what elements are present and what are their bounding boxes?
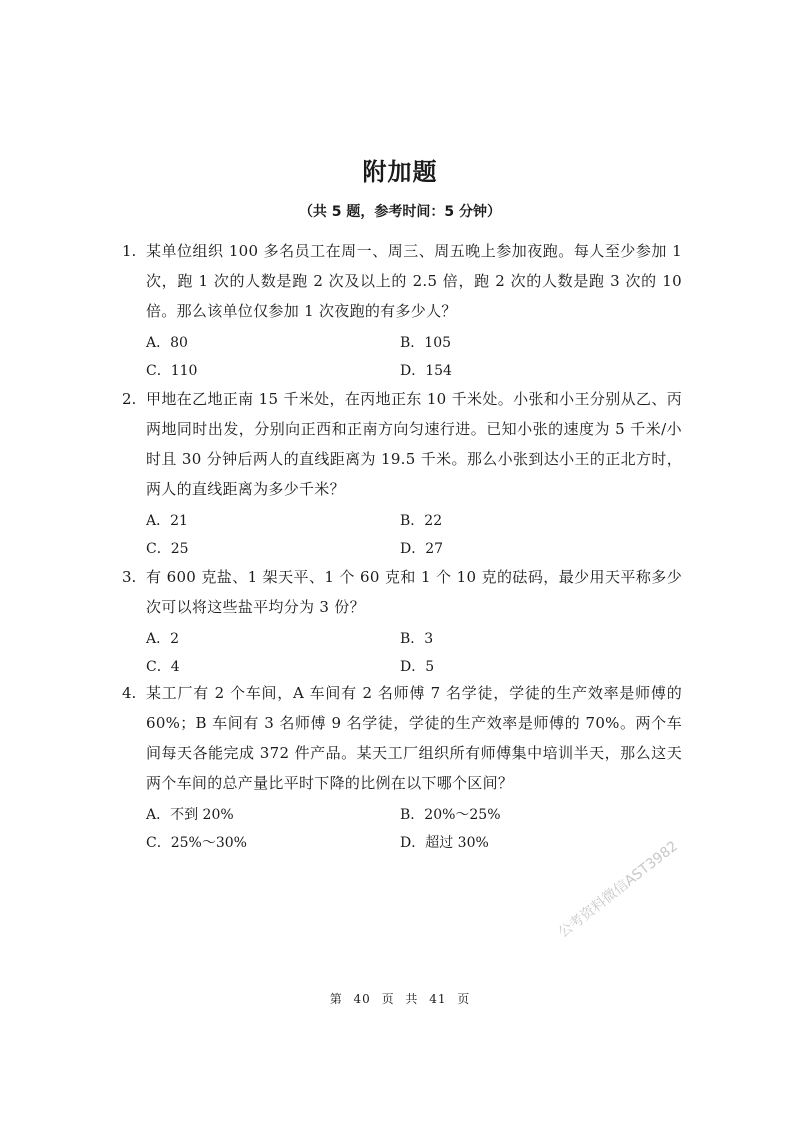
question-number: 4. [122,684,137,702]
option-c: C．110 [146,363,198,379]
option-b: B．22 [400,513,443,529]
answer-options [146,798,682,856]
question-3 [122,562,682,680]
question-4 [122,678,682,856]
answer-options [146,504,682,562]
question-number: 3. [122,568,137,586]
question-text: 有 600 克盐、1 架天平、1 个 60 克和 1 个 10 克的砝码，最少用天平称多少次可以将这些盐平均分为 3 份？ [146,568,682,616]
question-1 [122,236,682,384]
option-b: B．105 [400,335,452,351]
option-d: D．超过 30% [400,835,489,851]
option-c: C．25%～30% [146,835,247,851]
option-c: C．25 [146,541,189,557]
option-a: A．80 [146,335,188,351]
option-d: D．27 [400,541,444,557]
option-d: D．5 [400,659,435,675]
option-b: B．3 [400,631,434,647]
question-number: 2. [122,390,137,408]
option-b: B．20%～25% [400,807,501,823]
option-a: A．2 [146,631,180,647]
question-text: 某单位组织 100 多名员工在周一、周三、周五晚上参加夜跑。每人至少参加 1 次，跑 1 次的人数是跑 2 次及以上的 2.5 倍，跑 2 次的人数是跑 3 次的 10 倍。那么该单位仅参加 1 次夜跑的有多少人？ [146,242,682,320]
page-subtitle: （共 5 题，参考时间：5 分钟） [298,204,502,220]
page-footer: 第 40 页 共 41 页 [329,992,471,1006]
question-number: 1. [122,242,137,260]
answer-options [146,326,682,384]
page-title: 附加题 [362,158,438,186]
option-a: A．不到 20% [146,807,234,823]
option-c: C．4 [146,659,180,675]
question-text: 某工厂有 2 个车间，A 车间有 2 名师傅 7 名学徒，学徒的生产效率是师傅的 60%；B 车间有 3 名师傅 9 名学徒，学徒的生产效率是师傅的 70%。两个车间每天各能完成 372 件产品。某天工厂组织所有师傅集中培训半天，那么这天两个车间的总产量比平时下降的比例在以下哪个区间？ [146,684,682,792]
answer-options [146,622,682,680]
question-2 [122,384,682,562]
question-text: 甲地在乙地正南 15 千米处，在丙地正东 10 千米处。小张和小王分别从乙、丙两地同时出发，分别向正西和正南方向匀速行进。已知小张的速度为 5 千米/小时且 30 分钟后两人的直线距离为 19.5 千米。那么小张到达小王的正北方时，两人的直线距离为多少千米？ [146,390,682,498]
option-a: A．21 [146,513,188,529]
option-d: D．154 [400,363,452,379]
watermark: 公考资料微信AST3982 [555,838,681,942]
